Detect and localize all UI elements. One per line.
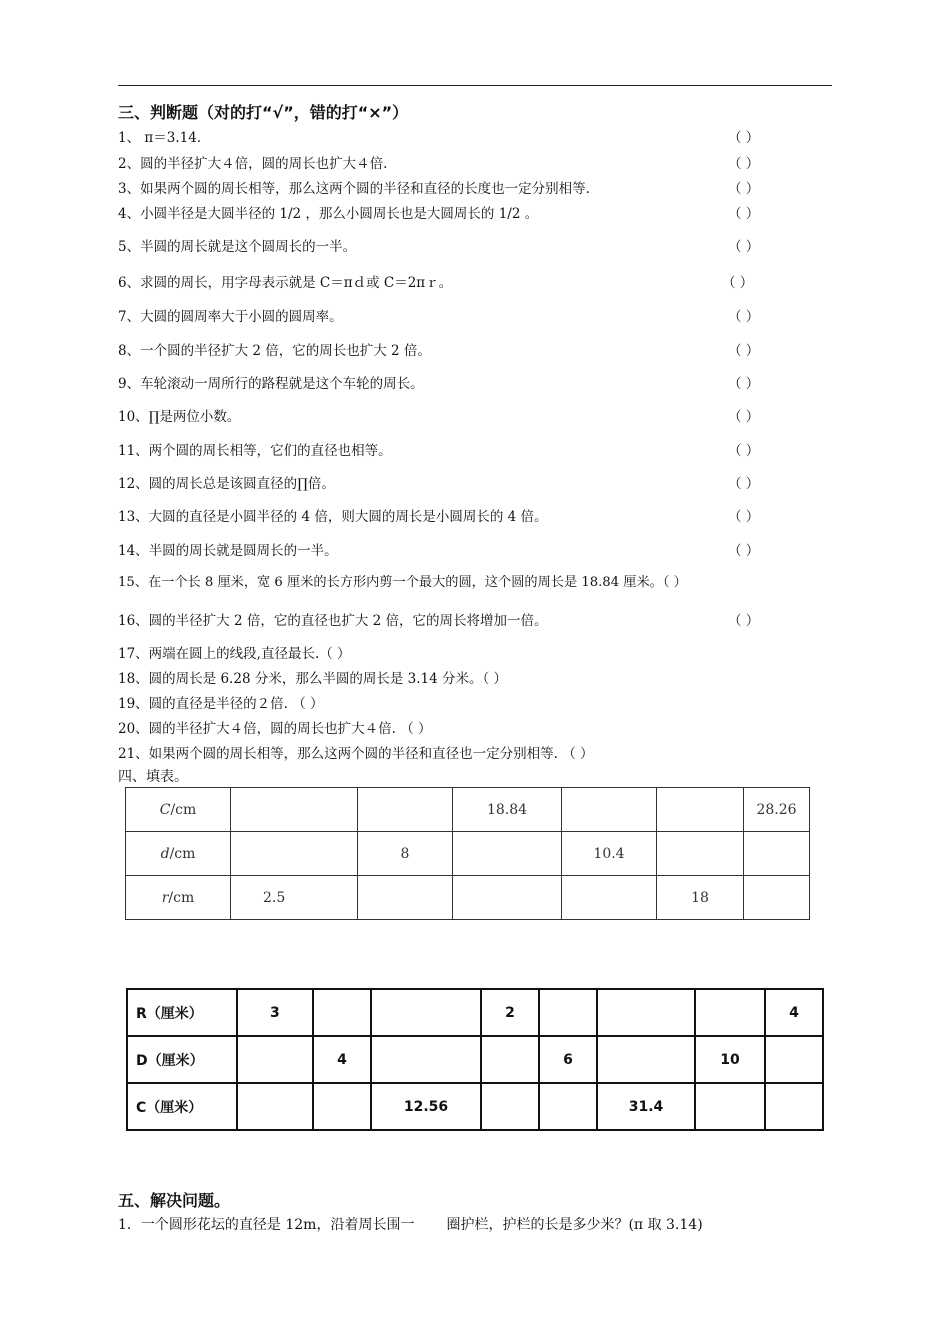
- table-cell[interactable]: [744, 832, 810, 876]
- question-8: 8、一个圆的半径扩大 2 倍，它的周长也扩大 2 倍。: [118, 343, 431, 359]
- table-cell[interactable]: 10.4: [562, 832, 657, 876]
- table-cell[interactable]: 18.84: [453, 788, 562, 832]
- table-row: [126, 832, 810, 876]
- row-label-var: C: [159, 801, 171, 818]
- answer-blank-12[interactable]: （ ）: [728, 476, 760, 492]
- row-label-circumference: C（厘米）: [127, 1083, 237, 1130]
- question-21: 21、如果两个圆的周长相等，那么这两个圆的半径和直径也一定分别相等. （ ）: [118, 746, 594, 762]
- table-cell[interactable]: [744, 876, 810, 920]
- table-row: [126, 788, 810, 832]
- answer-blank-7[interactable]: （ ）: [728, 309, 760, 325]
- question-12: 12、圆的周长总是该圆直径的∏倍。: [118, 476, 335, 492]
- table-cell[interactable]: 4: [313, 1036, 371, 1083]
- fill-table-2: [126, 988, 824, 1131]
- problem-1: [118, 1214, 703, 1234]
- table-cell[interactable]: [562, 876, 657, 920]
- question-2: 2、圆的半径扩大４倍，圆的周长也扩大４倍.: [118, 156, 388, 172]
- question-4: 4、小圆半径是大圆半径的 1/2 ，那么小圆周长也是大圆周长的 1/2 。: [118, 206, 539, 222]
- table-cell[interactable]: [695, 989, 765, 1036]
- table-cell[interactable]: [539, 1083, 597, 1130]
- row-label-var: r: [161, 889, 169, 906]
- question-5: 5、半圆的周长就是这个圆周长的一半。: [118, 239, 357, 255]
- question-14: 14、半圆的周长就是圆周长的一半。: [118, 543, 338, 559]
- section-3-title: 三、判断题（对的打“√”，错的打“×”）: [118, 103, 409, 122]
- table-cell[interactable]: [237, 1036, 313, 1083]
- table-cell[interactable]: [481, 1083, 539, 1130]
- row-label-unit: /cm: [169, 845, 196, 862]
- row-label-r: [126, 876, 231, 920]
- table-cell[interactable]: [231, 832, 358, 876]
- row-label-d: [126, 832, 231, 876]
- table-cell[interactable]: [539, 989, 597, 1036]
- table-cell[interactable]: [358, 876, 453, 920]
- table-cell[interactable]: [313, 989, 371, 1036]
- answer-blank-16[interactable]: （ ）: [728, 613, 760, 629]
- row-label-var: d: [160, 845, 170, 862]
- top-rule: [118, 85, 832, 86]
- answer-blank-10[interactable]: （ ）: [728, 409, 760, 425]
- answer-blank-1[interactable]: （ ）: [728, 130, 760, 146]
- row-label-diameter: D（厘米）: [127, 1036, 237, 1083]
- question-19: 19、圆的直径是半径的２倍. （ ）: [118, 696, 324, 712]
- table-cell[interactable]: 4: [765, 989, 823, 1036]
- question-10: 10、∏是两位小数。: [118, 409, 241, 425]
- answer-blank-4[interactable]: （ ）: [728, 206, 760, 222]
- answer-blank-8[interactable]: （ ）: [728, 343, 760, 359]
- problem-1-part-2: 圈护栏，护栏的长是多少米？(π 取 3.14): [446, 1217, 703, 1233]
- table-row: [127, 1036, 823, 1083]
- answer-blank-14[interactable]: （ ）: [728, 543, 760, 559]
- table-cell[interactable]: [657, 788, 744, 832]
- table-cell[interactable]: [765, 1083, 823, 1130]
- question-9: 9、车轮滚动一周所行的路程就是这个车轮的周长。: [118, 376, 424, 392]
- question-3: 3、如果两个圆的周长相等，那么这两个圆的半径和直径的长度也一定分别相等.: [118, 181, 590, 197]
- table-cell[interactable]: 3: [237, 989, 313, 1036]
- question-6: 6、求圆的周长，用字母表示就是 C＝πｄ或 C＝2πｒ。: [118, 275, 453, 291]
- table-cell[interactable]: 2: [481, 989, 539, 1036]
- table-cell[interactable]: [237, 1083, 313, 1130]
- answer-blank-6[interactable]: （ ）: [722, 275, 754, 291]
- table-cell[interactable]: [481, 1036, 539, 1083]
- answer-blank-13[interactable]: （ ）: [728, 509, 760, 525]
- table-cell[interactable]: [453, 832, 562, 876]
- table-cell[interactable]: [657, 832, 744, 876]
- answer-blank-11[interactable]: （ ）: [728, 443, 760, 459]
- table-row: [127, 989, 823, 1036]
- table-row: [126, 876, 810, 920]
- table-cell[interactable]: [371, 1036, 481, 1083]
- question-17: 17、两端在圆上的线段,直径最长.（ ）: [118, 646, 351, 662]
- question-20: 20、圆的半径扩大４倍，圆的周长也扩大４倍. （ ）: [118, 721, 432, 737]
- row-label-unit: /cm: [170, 801, 197, 818]
- table-cell[interactable]: [597, 989, 695, 1036]
- section-5-title: 五、解决问题。: [118, 1191, 231, 1210]
- question-13: 13、大圆的直径是小圆半径的 4 倍，则大圆的周长是小圆周长的 4 倍。: [118, 509, 548, 525]
- answer-blank-9[interactable]: （ ）: [728, 376, 760, 392]
- table-cell[interactable]: 18: [657, 876, 744, 920]
- problem-1-part-1: 1．一个圆形花坛的直径是 12m，沿着周长围一: [118, 1217, 415, 1233]
- table-cell[interactable]: [231, 788, 358, 832]
- section-4-title: 四、填表。: [118, 769, 188, 785]
- table-cell[interactable]: [597, 1036, 695, 1083]
- fill-table-1: [125, 787, 810, 920]
- row-label-unit: /cm: [168, 889, 195, 906]
- question-15: 15、在一个长 8 厘米，宽 6 厘米的长方形内剪一个最大的圆，这个圆的周长是 18.84 厘米。（ ）: [118, 575, 687, 590]
- table-cell[interactable]: [453, 876, 562, 920]
- table-cell[interactable]: 6: [539, 1036, 597, 1083]
- table-cell[interactable]: 12.56: [371, 1083, 481, 1130]
- row-label-radius: R（厘米）: [127, 989, 237, 1036]
- answer-blank-5[interactable]: （ ）: [728, 239, 760, 255]
- question-7: 7、大圆的圆周率大于小圆的圆周率。: [118, 309, 343, 325]
- row-label-c: [126, 788, 231, 832]
- question-11: 11、两个圆的周长相等，它们的直径也相等。: [118, 443, 392, 459]
- answer-blank-2[interactable]: （ ）: [728, 156, 760, 172]
- table-row: [127, 1083, 823, 1130]
- question-18: 18、圆的周长是 6.28 分米，那么半圆的周长是 3.14 分米。（ ）: [118, 671, 508, 687]
- table-cell[interactable]: [765, 1036, 823, 1083]
- answer-blank-3[interactable]: （ ）: [728, 181, 760, 197]
- table-cell[interactable]: 2.5: [231, 876, 358, 920]
- table-cell[interactable]: 10: [695, 1036, 765, 1083]
- table-cell[interactable]: [371, 989, 481, 1036]
- table-cell[interactable]: 8: [358, 832, 453, 876]
- table-cell[interactable]: 28.26: [744, 788, 810, 832]
- table-cell[interactable]: [695, 1083, 765, 1130]
- table-cell[interactable]: [313, 1083, 371, 1130]
- table-cell[interactable]: 31.4: [597, 1083, 695, 1130]
- question-16: 16、圆的半径扩大 2 倍，它的直径也扩大 2 倍，它的周长将增加一倍。: [118, 613, 548, 629]
- table-cell[interactable]: [358, 788, 453, 832]
- question-1: 1、 π＝3.14.: [118, 130, 202, 146]
- table-cell[interactable]: [562, 788, 657, 832]
